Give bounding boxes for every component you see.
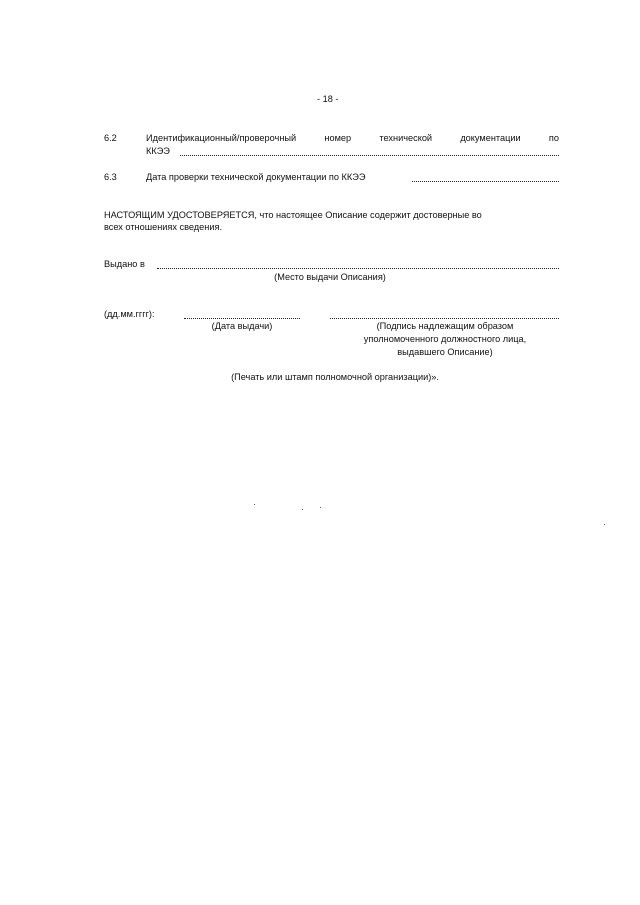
date-caption: (Дата выдачи) <box>211 321 273 331</box>
item-text-line <box>146 133 559 144</box>
item-continuation: ККЭЭ <box>146 146 170 156</box>
date-line <box>184 318 300 319</box>
signature-caption-2: уполномоченного должностного лица, <box>363 334 527 344</box>
signature-caption-3: выдавшего Описание) <box>397 347 493 357</box>
fill-line <box>180 155 559 156</box>
certification-line-1: НАСТОЯЩИМ УДОСТОВЕРЯЕТСЯ, что настоящее Описание содержит достоверные во <box>104 210 482 220</box>
item-text: Дата проверки технической документации по ККЭЭ <box>146 172 366 182</box>
item-word: номер <box>324 133 352 143</box>
item-number: 6.2 <box>104 133 117 143</box>
item-number: 6.3 <box>104 172 117 182</box>
issued-label: Выдано в <box>104 259 145 269</box>
page-number: - 18 - <box>317 94 339 104</box>
item-word: технической <box>379 133 433 143</box>
scan-speck <box>320 507 321 508</box>
scan-speck <box>302 509 303 510</box>
date-label: (дд.мм.гггг): <box>104 309 155 319</box>
scan-speck <box>604 524 605 525</box>
signature-line <box>330 318 559 319</box>
item-word: по <box>548 133 559 143</box>
certification-line-2: всех отношениях сведения. <box>104 222 223 232</box>
fill-line <box>412 181 559 182</box>
seal-caption: (Печать или штамп полномочной организации)». <box>231 372 439 382</box>
issued-place-line <box>157 268 559 269</box>
item-word: документации <box>460 133 521 143</box>
scan-speck <box>254 504 255 505</box>
item-word: Идентификационный/проверочный <box>146 133 297 143</box>
issued-caption: (Место выдачи Описания) <box>274 272 386 282</box>
signature-caption-1: (Подпись надлежащим образом <box>376 321 514 331</box>
